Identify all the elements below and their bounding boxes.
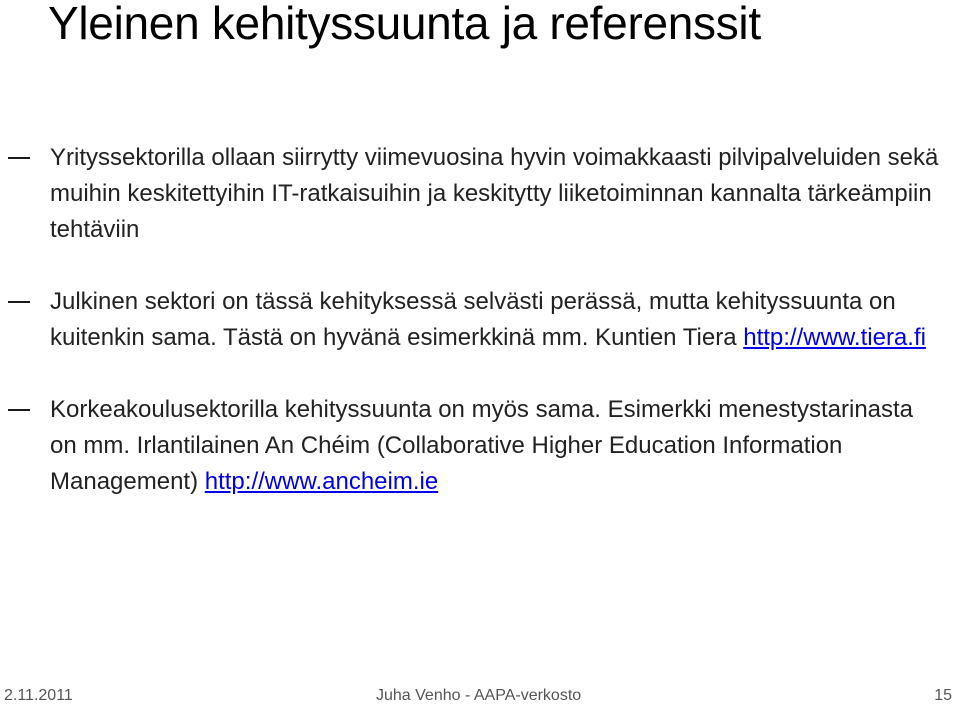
dash-bullet-icon [8,157,30,159]
ancheim-link[interactable]: http://www.ancheim.ie [204,468,439,495]
bullet-item [0,140,940,248]
dash-bullet-icon [8,301,30,303]
slide-title: Yleinen kehityssuunta ja referenssit [48,0,761,49]
bullet-text: Julkinen sektori on tässä kehityksessä selvästi perässä, mutta kehityssuunta on kuitenkin sama. Tästä on hyvänä esimerkkinä mm. Kuntien Tiera [50,288,896,351]
bullet-item [0,284,940,356]
page-number: 15 [934,687,952,704]
footer-date: 2.11.2011 [4,687,73,704]
footer-author: Juha Venho - AAPA-verkosto [376,687,582,704]
bullet-text: Yrityssektorilla ollaan siirrytty viimevuosina hyvin voimakkaasti pilvipalveluiden sekä muihin keskitettyihin IT-ratkaisuihin ja keskitytty liiketoiminnan kannalta tärkeämpiin tehtäviin [50,144,939,243]
bullet-list [0,140,940,500]
bullet-text: Korkeakoulusektorilla kehityssuunta on myös sama. Esimerkki menestystarinasta on mm. Irlantilainen An Chéim (Collaborative Higher Education Information Management) [50,396,914,495]
tiera-link[interactable]: http://www.tiera.fi [743,324,926,351]
dash-bullet-icon [8,409,30,411]
bullet-item [0,392,940,500]
